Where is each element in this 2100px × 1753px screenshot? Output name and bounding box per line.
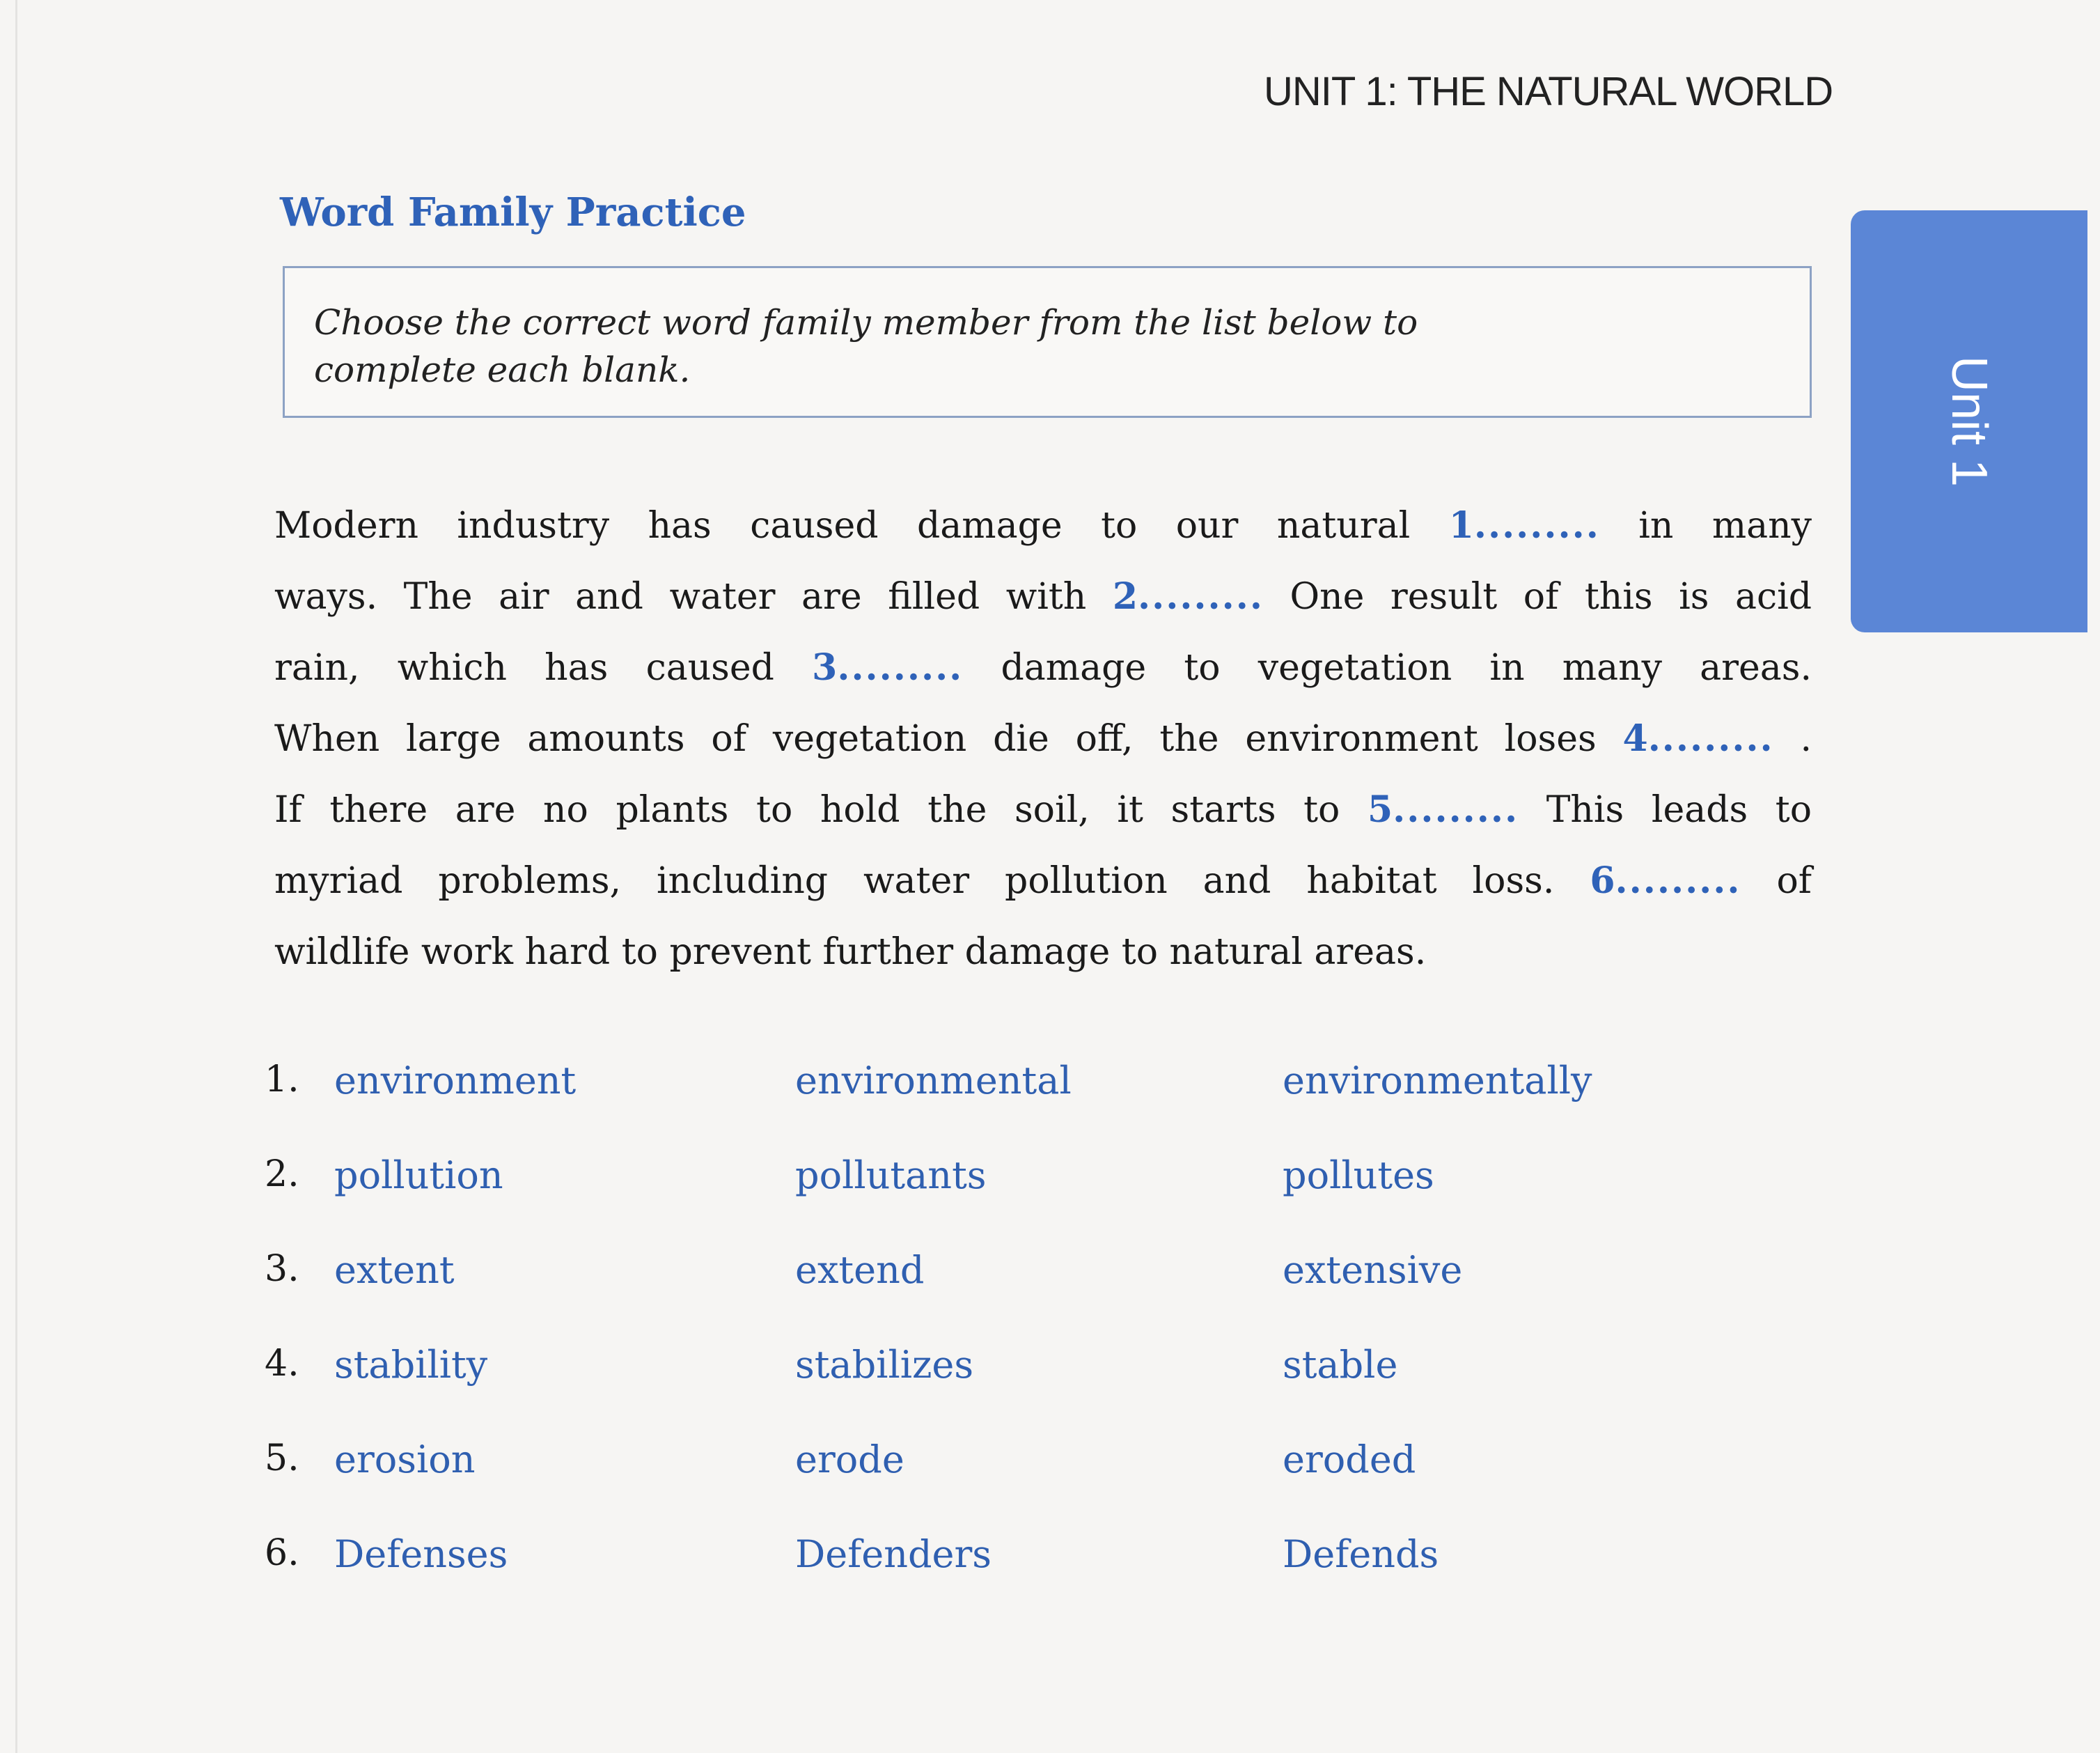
blank-dots: ......... [1393,788,1519,831]
blank-number: 4 [1622,717,1648,760]
option-word: environmental [795,1059,1072,1103]
passage-text: Modern industry has caused damage to our natural [274,505,1411,547]
option-word: pollution [334,1153,503,1197]
option-row-6 [265,1532,1866,1627]
passage-line-6 [274,846,1812,917]
option-word: erosion [334,1438,476,1481]
option-row-2 [265,1153,1866,1248]
passage-text: in many [1638,505,1812,547]
passage-text: myriad problems, including water pollution and habitat loss. [274,860,1555,902]
option-number: 4. [265,1343,299,1385]
instruction-line-2: complete each blank. [314,350,691,390]
blank-dots: ......... [1615,859,1741,902]
unit-header: UNIT 1: THE NATURAL WORLD [1264,69,1833,114]
passage-line-3 [274,632,1812,703]
blank-number: 5 [1367,788,1393,831]
passage-text: rain, which has caused [274,647,774,689]
passage-text: damage to vegetation in many areas. [1001,647,1812,689]
blank-dots: ......... [1473,504,1600,547]
passage-text: ways. The air and water are filled with [274,576,1087,618]
option-word: eroded [1283,1438,1416,1481]
passage-text: One result of this is acid [1290,576,1812,618]
passage-line-5 [274,774,1812,846]
passage-text: If there are no plants to hold the soil, it starts to [274,789,1340,831]
blank-number: 6 [1590,859,1615,902]
blank-5 [1368,788,1519,831]
option-word: Defends [1283,1532,1439,1576]
passage-text: wildlife work hard to prevent further damage to natural areas. [274,931,1427,973]
instruction-text [314,299,1776,394]
passage-line-1 [274,490,1812,561]
cloze-passage [274,490,1812,988]
blank-number: 3 [812,646,838,689]
option-row-3 [265,1248,1866,1343]
option-number: 1. [265,1059,299,1100]
option-word: pollutes [1283,1153,1434,1197]
blank-4 [1623,717,1774,760]
passage-text: of [1776,860,1812,902]
option-word: erode [795,1438,904,1481]
blank-dots: ......... [837,646,964,689]
instruction-box [283,266,1812,418]
option-number: 3. [265,1248,299,1290]
page-spine-shadow [15,0,17,1753]
option-row-4 [265,1343,1866,1438]
passage-line-2 [274,561,1812,632]
option-word: Defenses [334,1532,508,1576]
option-number: 2. [265,1153,299,1195]
section-title: Word Family Practice [280,189,746,235]
blank-number: 2 [1112,575,1138,618]
blank-dots: ......... [1647,717,1774,760]
blank-number: 1 [1448,504,1474,547]
option-word: extend [795,1248,925,1292]
option-word: Defenders [795,1532,992,1576]
unit-side-tab [1851,210,2087,632]
passage-text: . [1800,718,1812,760]
option-word: pollutants [795,1153,987,1197]
option-word: extent [334,1248,455,1292]
blank-dots: ......... [1138,575,1264,618]
passage-text: This leads to [1546,789,1812,831]
passage-line-4 [274,703,1812,774]
option-word: stability [334,1343,488,1387]
blank-6 [1590,859,1741,902]
option-word: environment [334,1059,577,1103]
option-word: stabilizes [795,1343,974,1387]
option-number: 5. [265,1438,299,1479]
option-row-1 [265,1059,1866,1153]
word-options-list [265,1059,1866,1627]
instruction-line-1: Choose the correct word family member from the list below to [314,302,1418,343]
option-word: extensive [1283,1248,1463,1292]
passage-line-7 [274,917,1812,988]
option-word: environmentally [1283,1059,1592,1103]
blank-2 [1113,575,1264,618]
blank-1 [1449,504,1600,547]
option-number: 6. [265,1532,299,1574]
unit-side-tab-label: Unit 1 [1941,355,1997,488]
option-word: stable [1283,1343,1398,1387]
blank-3 [812,646,963,689]
option-row-5 [265,1438,1866,1532]
passage-text: When large amounts of vegetation die off, the environment loses [274,718,1597,760]
